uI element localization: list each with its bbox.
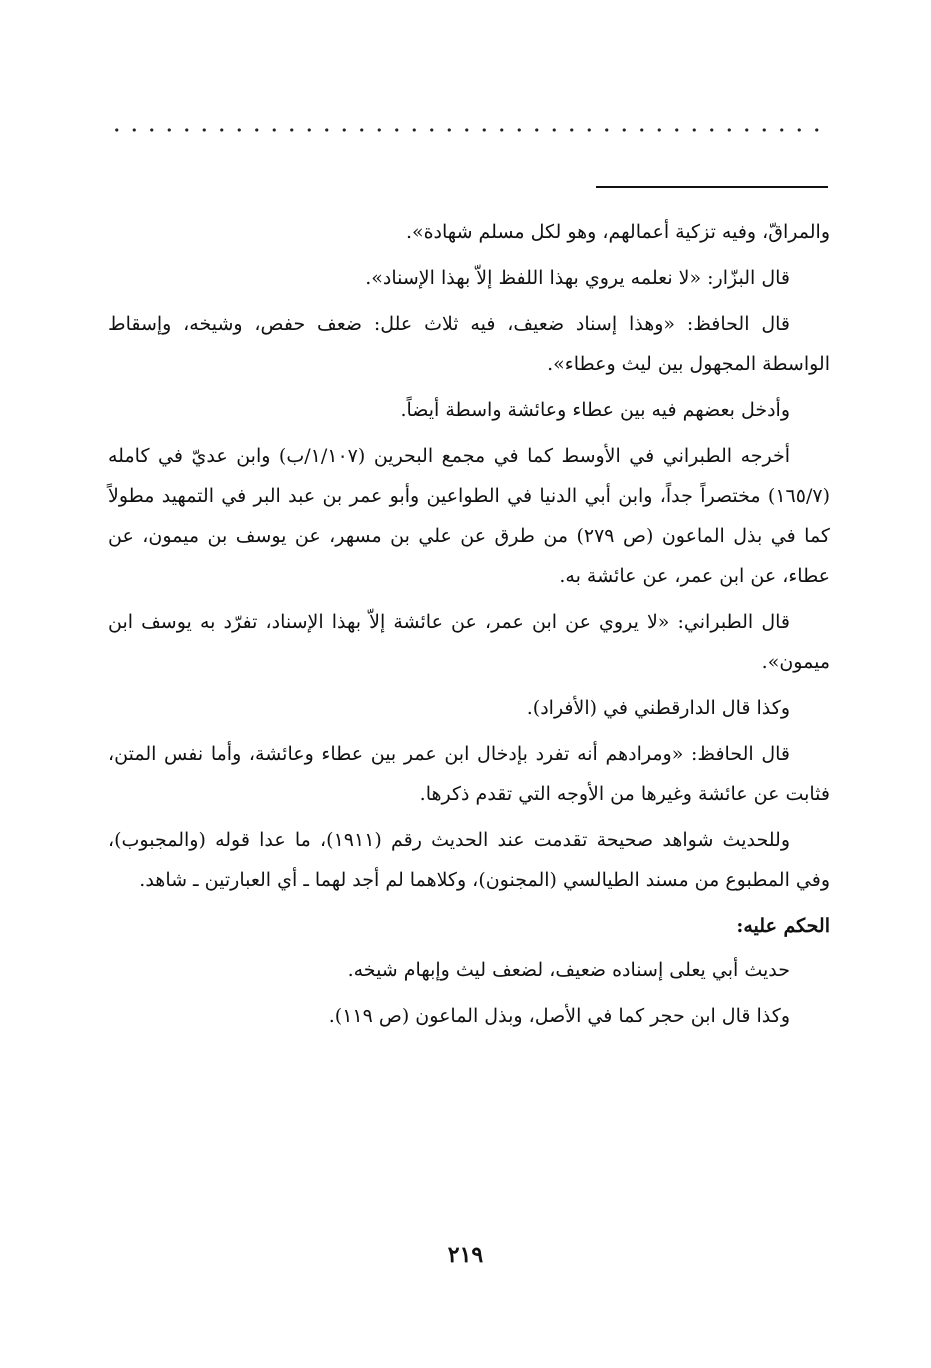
dotted-separator (108, 128, 830, 132)
body-paragraph-2: قال البزّار: «لا نعلمه يروي بهذا اللفظ إلاّ بهذا الإسناد». (365, 267, 790, 289)
verdict-line-2: وكذا قال ابن حجر كما في الأصل، وبذل الماعون (ص ١١٩). (328, 1005, 790, 1027)
page-number: ٢١٩ (447, 1242, 484, 1268)
body-paragraph-4: وأدخل بعضهم فيه بين عطاء وعائشة واسطة أيضاً. (400, 399, 790, 421)
verdict-heading: الحكم عليه: (736, 915, 830, 937)
page-body (108, 212, 830, 1042)
body-paragraph-3: قال الحافظ: «وهذا إسناد ضعيف، فيه ثلاث علل: ضعف حفص، وشيخه، وإسقاط الواسطة المجهول بين ليث وعطاء». (108, 313, 830, 375)
body-paragraph-8: قال الحافظ: «ومرادهم أنه تفرد بإدخال ابن عمر بين عطاء وعائشة، وأما نفس المتن، فثابت عن عائشة وغيرها من الأوجه التي تقدم ذكرها. (108, 743, 830, 805)
body-paragraph-1: والمراقّ، وفيه تزكية أعمالهم، وهو لكل مسلم شهادة». (405, 221, 830, 243)
body-paragraph-5: أخرجه الطبراني في الأوسط كما في مجمع البحرين (١/١٠٧/ب) وابن عديّ في كامله (١٦٥/٧) مختصراً جداً، وابن أبي الدنيا في الطواعين وأبو عمر بن عبد البر في التمهيد مطولاً كما في بذل الماعون (ص ٢٧٩) من طرق عن علي بن مسهر، عن يوسف بن ميمون، عن عطاء، عن ابن عمر، عن عائشة به. (108, 445, 830, 587)
footnote-rule (596, 186, 828, 188)
body-paragraph-6: قال الطبراني: «لا يروي عن ابن عمر، عن عائشة إلاّ بهذا الإسناد، تفرّد به يوسف ابن ميمون». (108, 611, 830, 673)
body-paragraph-7: وكذا قال الدارقطني في (الأفراد). (526, 697, 790, 719)
body-paragraph-9: وللحديث شواهد صحيحة تقدمت عند الحديث رقم (١٩١١)، ما عدا قوله (والمجبوب)، وفي المطبوع من مسند الطيالسي (المجنون)، وكلاهما لم أجد لهما ـ أي العبارتين ـ شاهد. (108, 829, 830, 891)
verdict-line-1: حديث أبي يعلى إسناده ضعيف، لضعف ليث وإبهام شيخه. (347, 959, 790, 981)
